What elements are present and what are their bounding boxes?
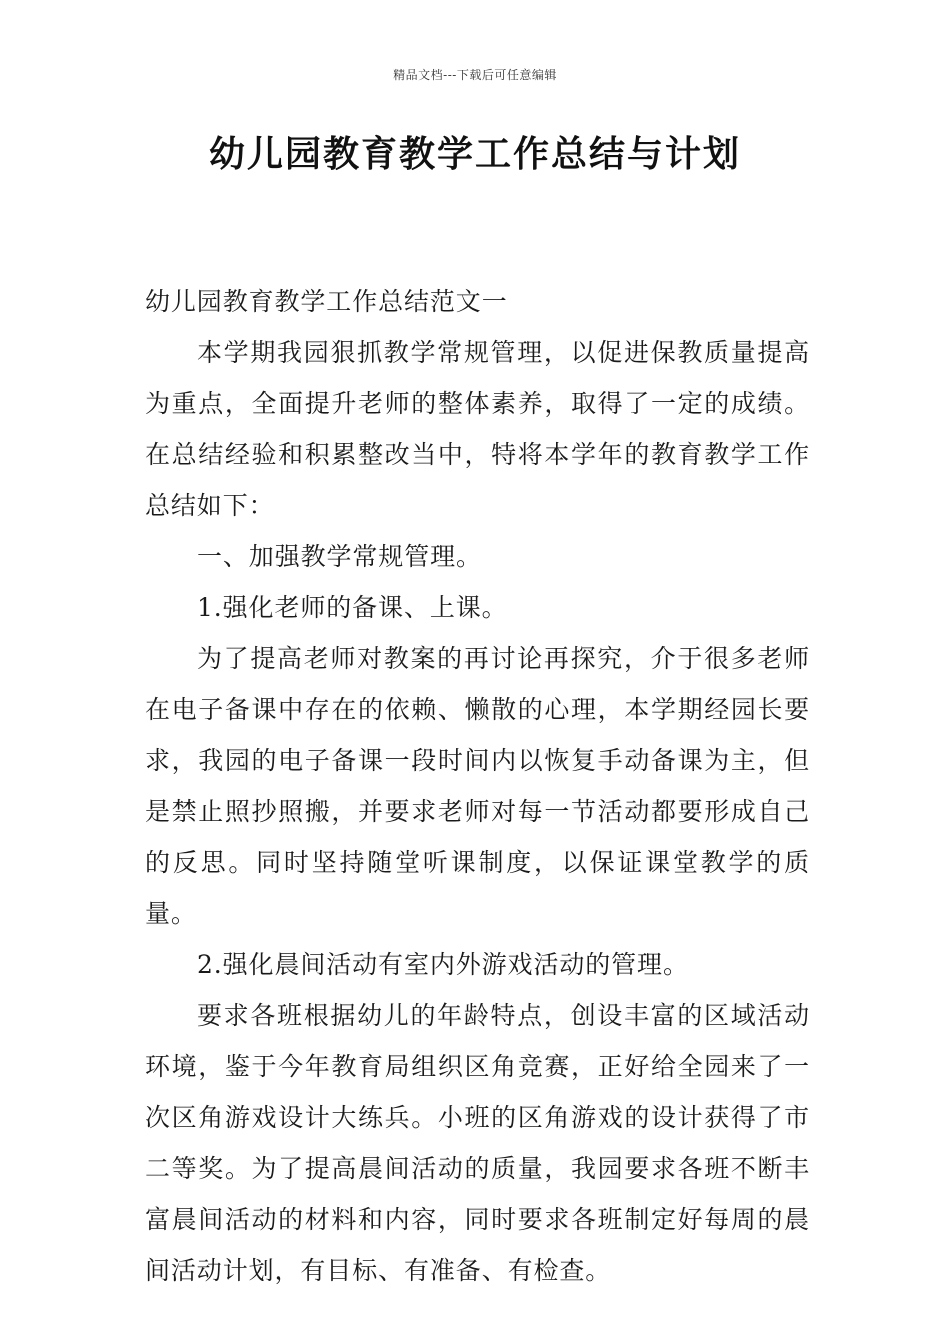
heading-teaching-management: 一、加强教学常规管理。: [197, 542, 482, 571]
paragraph-morning-activities: 要求各班根据幼儿的年龄特点，创设丰富的区域活动环境，鉴于今年教育局组织区角竞赛，正好给全园来了一次区角游戏设计大练兵。小班的区角游戏的设计获得了市二等奖。为了提高晨间活动的质量，我园要求各班不断丰富晨间活动的材料和内容，同时要求各班制定好每周的晨间活动计划，有目标、有准备、有检查。: [145, 1001, 810, 1285]
document-title: 幼儿园教育教学工作总结与计划: [208, 134, 741, 175]
page-header: 精品文档---下载后可任意编辑: [393, 68, 557, 82]
subheading-lesson-prep: 1.强化老师的备课、上课。: [197, 593, 508, 622]
section-title: 幼儿园教育教学工作总结范文一: [145, 287, 508, 316]
paragraph-intro: 本学期我园狠抓教学常规管理，以促进保教质量提高为重点，全面提升老师的整体素养，取得了一定的成绩。在总结经验和积累整改当中，特将本学年的教育教学工作总结如下：: [145, 338, 810, 520]
paragraph-lesson-prep: 为了提高老师对教案的再讨论再探究，介于很多老师在电子备课中存在的依赖、懒散的心理，本学期经园长要求，我园的电子备课一段时间内以恢复手动备课为主，但是禁止照抄照搬，并要求老师对每一节活动都要形成自己的反思。同时坚持随堂听课制度，以保证课堂教学的质量。: [145, 644, 810, 928]
document-body: [145, 276, 810, 1296]
subheading-morning-activities: 2.强化晨间活动有室内外游戏活动的管理。: [197, 950, 689, 979]
